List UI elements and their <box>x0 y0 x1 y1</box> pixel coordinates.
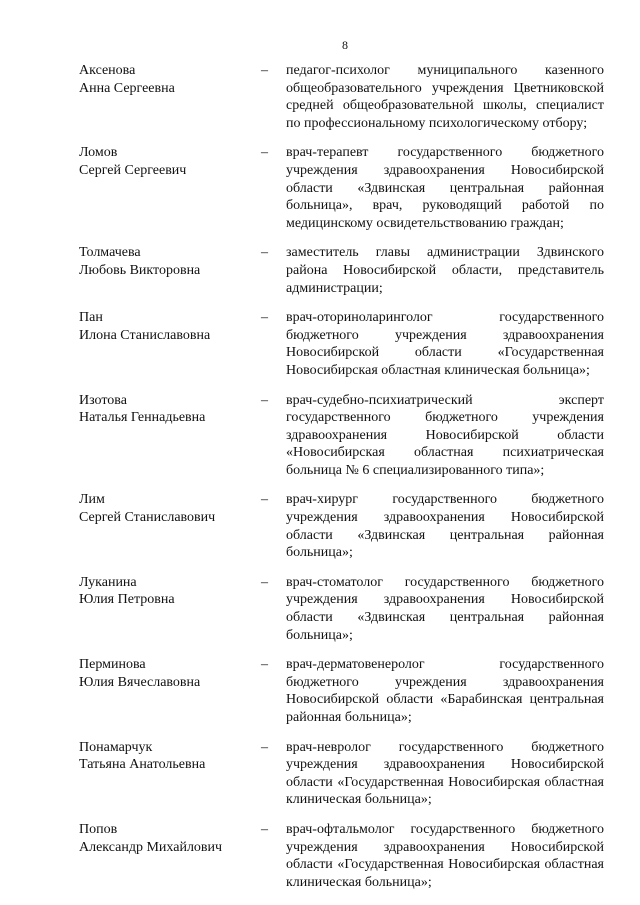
person-surname: Лим <box>79 492 105 508</box>
member-list <box>0 62 640 891</box>
person-position: врач-офтальмолог государственного бюджетного учреждения здравоохранения Новосибирской области «Государственная Новосибирская областная клиническая больница»; <box>286 821 604 890</box>
person-first-names: Анна Сергеевна <box>79 80 175 96</box>
person-surname: Попов <box>79 821 118 837</box>
person-surname: Ломов <box>79 145 118 161</box>
dash-separator: – <box>261 821 268 837</box>
person-name <box>79 574 259 609</box>
person-first-names: Сергей Сергеевич <box>79 162 187 178</box>
person-name <box>79 491 259 526</box>
person-position: врач-хирург государственного бюджетного учреждения здравоохранения Новосибирской области «Здвинская центральная районная больница»; <box>286 492 604 561</box>
dash-separator: – <box>261 63 268 78</box>
list-item <box>0 309 640 379</box>
list-item <box>0 574 640 644</box>
person-first-names: Юлия Петровна <box>79 592 175 608</box>
person-position: врач-терапевт государственного бюджетного учреждения здравоохранения Новосибирской области «Здвинская центральная районная больница», врач, руководящий работой по медицинскому освидетельствованию граждан; <box>286 145 604 231</box>
person-surname: Изотова <box>79 392 127 408</box>
person-name <box>79 392 259 427</box>
list-item <box>0 144 640 232</box>
dash-separator: – <box>261 657 268 673</box>
list-item <box>0 656 640 726</box>
person-first-names: Александр Михайлович <box>79 839 223 855</box>
dash-separator: – <box>261 492 268 508</box>
list-item <box>0 739 640 809</box>
person-name <box>79 244 259 279</box>
person-surname: Понамарчук <box>79 739 153 755</box>
list-item <box>0 821 640 891</box>
person-first-names: Любовь Викторовна <box>79 262 201 278</box>
dash-separator: – <box>261 739 268 755</box>
list-item <box>0 244 640 297</box>
person-position: врач-невролог государственного бюджетного учреждения здравоохранения Новосибирской области «Государственная Новосибирская областная клиническая больница»; <box>286 739 604 808</box>
person-first-names: Илона Станиславовна <box>79 327 211 343</box>
person-position: врач-оториноларинголог государственного бюджетного учреждения здравоохранения Новосибирской области «Государственная Новосибирская областная клиническая больница»; <box>286 310 604 378</box>
person-first-names: Сергей Станиславович <box>79 510 216 526</box>
page-number: 8 <box>342 38 348 52</box>
person-first-names: Юлия Вячеславовна <box>79 674 201 690</box>
person-name <box>79 309 259 344</box>
dash-separator: – <box>261 145 268 161</box>
dash-separator: – <box>261 245 268 261</box>
person-surname: Пан <box>79 310 103 326</box>
person-first-names: Татьяна Анатольевна <box>79 757 206 773</box>
person-name <box>79 62 259 97</box>
person-position: педагог-психолог муниципального казенного общеобразовательного учреждения Цветниковской средней общеобразовательной школы, специалист по профессиональному психологическому отбору; <box>286 63 604 131</box>
person-position: врач-судебно-психиатрический эксперт государственного бюджетного учреждения здравоохранения Новосибирской области «Новосибирская областная психиатрическая больница № 6 специализированного типа»; <box>286 392 604 478</box>
list-item <box>0 491 640 561</box>
person-position: врач-стоматолог государственного бюджетного учреждения здравоохранения Новосибирской области «Здвинская центральная районная больница»; <box>286 574 604 643</box>
person-name <box>79 739 259 774</box>
dash-separator: – <box>261 310 268 326</box>
dash-separator: – <box>261 574 268 590</box>
list-item <box>0 62 640 132</box>
dash-separator: – <box>261 392 268 408</box>
person-name <box>79 821 259 856</box>
person-position: врач-дерматовенеролог государственного бюджетного учреждения здравоохранения Новосибирской области «Барабинская центральная районная больница»; <box>286 657 604 725</box>
person-surname: Луканина <box>79 574 137 590</box>
list-item <box>0 392 640 480</box>
person-surname: Перминова <box>79 657 146 673</box>
person-surname: Аксенова <box>79 63 136 78</box>
person-surname: Толмачева <box>79 245 141 261</box>
person-first-names: Наталья Геннадьевна <box>79 410 206 426</box>
person-position: заместитель главы администрации Здвинского района Новосибирской области, представитель администрации; <box>286 245 604 296</box>
person-name <box>79 144 259 179</box>
person-name <box>79 656 259 691</box>
